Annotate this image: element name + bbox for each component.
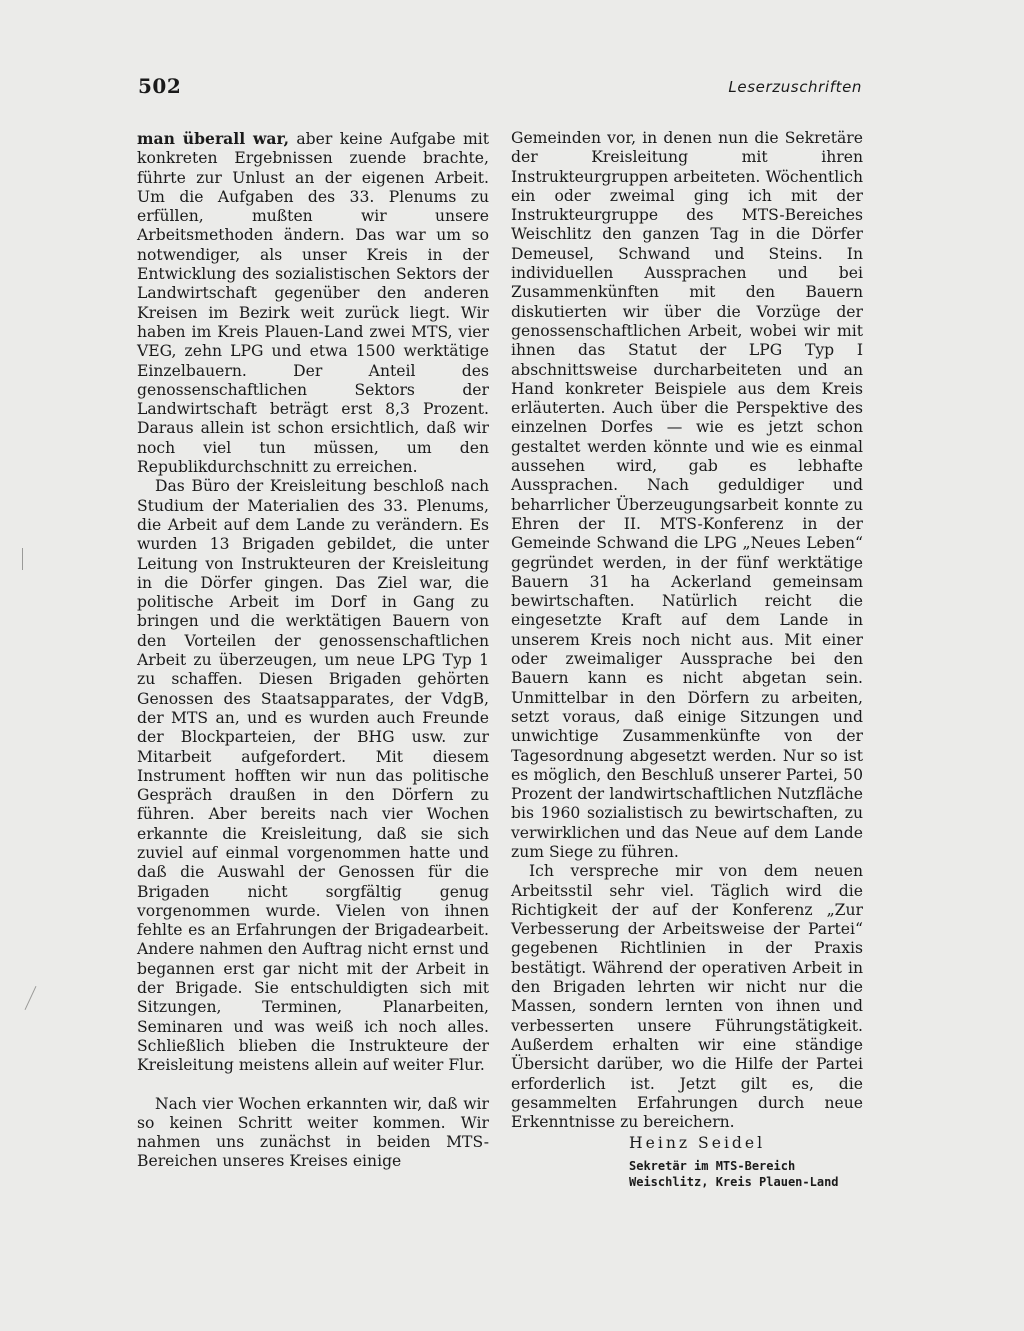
scan-mark [25,986,37,1010]
author-role-line: Sekretär im MTS-Bereich [629,1158,796,1173]
left-column [137,129,489,1172]
paragraph [137,129,489,477]
paragraph: Das Büro der Kreisleitung beschloß nach Studium der Materialien des 33. Plenums, die Arbeit auf dem Lande zu verändern. Es wurden 13 Brigaden gebildet, die unter Leitung von Instrukteuren der Kreisleitung in die Dörfer gingen. Das Ziel war, die politische Arbeit im Dorf in Gang zu bringen und die werktätigen Bauern von den Vorteilen der genossenschaftlichen Arbeit zu überzeugen, um neue LPG Typ 1 zu schaffen. Diesen Brigaden gehörten Genossen des Staatsapparates, der VdgB, der MTS an, und es wurden auch Freunde der Blockparteien, der BHG usw. zur Mitarbeit aufgefordert. Mit diesem Instrument hofften wir nun das politische Gespräch draußen in den Dörfern zu führen. Aber bereits nach vier Wochen erkannte die Kreisleitung, daß sie sich zuviel auf einmal vorgenommen hatte und daß die Auswahl der Genossen für die Brigaden nicht sorgfältig genug vorgenommen wurde. Vielen von ihnen fehlte es an Erfahrungen der Brigadearbeit. Andere nahmen den Auftrag nicht ernst und begannen erst gar nicht mit der Arbeit in der Brigade. Sie entschuldigten sich mit Sitzungen, Terminen, Planarbeiten, Seminaren und was weiß ich noch alles. Schließlich blieben die Instrukteure der Kreisleitung meistens allein auf weiter Flur. [137,477,489,1075]
lead-text: man überall war, [137,129,289,148]
signature-block [511,1134,863,1189]
page-number: 502 [138,74,182,98]
author-role-line: Weischlitz, Kreis Plauen-Land [629,1174,839,1189]
author-name: Heinz Seidel [629,1134,766,1153]
paragraph: Nach vier Wochen erkannten wir, daß wir so keinen Schritt weiter kommen. Wir nahmen uns zunächst in beiden MTS-Bereichen unseres Kreises einige [137,1094,489,1171]
paragraph-text: aber keine Aufgabe mit konkreten Ergebnissen zuende brachte, führte zur Unlust an der eigenen Arbeit. Um die Aufgaben des 33. Plenums zu erfüllen, mußten wir unsere Arbeitsmethoden ändern. Das war um so notwendiger, als unser Kreis in der Entwicklung des sozialistischen Sektors der Landwirtschaft gegenüber den anderen Kreisen im Bezirk weit zurück liegt. Wir haben im Kreis Plauen-Land zwei MTS, vier VEG, zehn LPG und etwa 1500 werktätige Einzelbauern. Der Anteil des genossenschaftlichen Sektors der Landwirtschaft beträgt erst 8,3 Prozent. Daraus allein ist schon ersichtlich, daß wir noch viel tun müssen, um den Republikdurchschnitt zu erreichen. [137,130,489,477]
running-title: Leserzuschriften [728,78,862,96]
paragraph: Ich verspreche mir von dem neuen Arbeitsstil sehr viel. Täglich wird die Richtigkeit der auf der Konferenz „Zur Verbesserung der Arbeitsweise der Partei“ gegebenen Richtlinien in der Praxis bestätigt. Während der operativen Arbeit in den Brigaden lehrten wir nicht nur die Massen, sondern lernten von ihnen und verbesserten unsere Führungstätigkeit. Außerdem erhalten wir eine ständige Übersicht darüber, wo die Hilfe der Partei erforderlich ist. Jetzt gilt es, die gesammelten Erfahrungen durch neue Erkenntnisse zu bereichern. [511,862,863,1132]
scan-mark [22,548,23,570]
paragraph: Gemeinden vor, in denen nun die Sekretäre der Kreisleitung mit ihren Instrukteurgruppen arbeiteten. Wöchentlich ein oder zweimal ging ich mit der Instrukteurgruppe des MTS-Bereiches Weischlitz den ganzen Tag in die Dörfer Demeusel, Schwand und Steins. In individuellen Aussprachen und bei Zusammenkünften mit den Bauern diskutierten wir über die Vorzüge der genossenschaftlichen Arbeit, wobei wir mit ihnen das Statut der LPG Typ I abschnittsweise durcharbeiteten und an Hand konkreter Beispiele aus dem Kreis erläuterten. Auch über die Perspektive des einzelnen Dorfes — wie es jetzt schon gestaltet werden könnte und wie es einmal aussehen wird, gab es lebhafte Aussprachen. Nach geduldiger und beharrlicher Überzeugungsarbeit konnte zu Ehren der II. MTS-Konferenz in der Gemeinde Schwand die LPG „Neues Leben“ gegründet werden, in der fünf werktätige Bauern 31 ha Ackerland gemeinsam bewirtschaften. Natürlich reicht die eingesetzte Kraft auf dem Lande in unserem Kreis noch nicht aus. Mit einer oder zweimaliger Aussprache bei den Bauern kann es nicht abgetan sein. Unmittelbar in den Dörfern zu arbeiten, setzt voraus, daß einige Sitzungen und unwichtige Zusammenkünfte von der Tagesordnung abgesetzt werden. Nur so ist es möglich, den Beschluß unserer Partei, 50 Prozent der landwirtschaftlichen Nutzfläche bis 1960 sozialistisch zu bewirtschaften, zu verwirklichen und das Neue auf dem Lande zum Siege zu führen. [511,129,863,861]
right-column [511,129,863,1190]
